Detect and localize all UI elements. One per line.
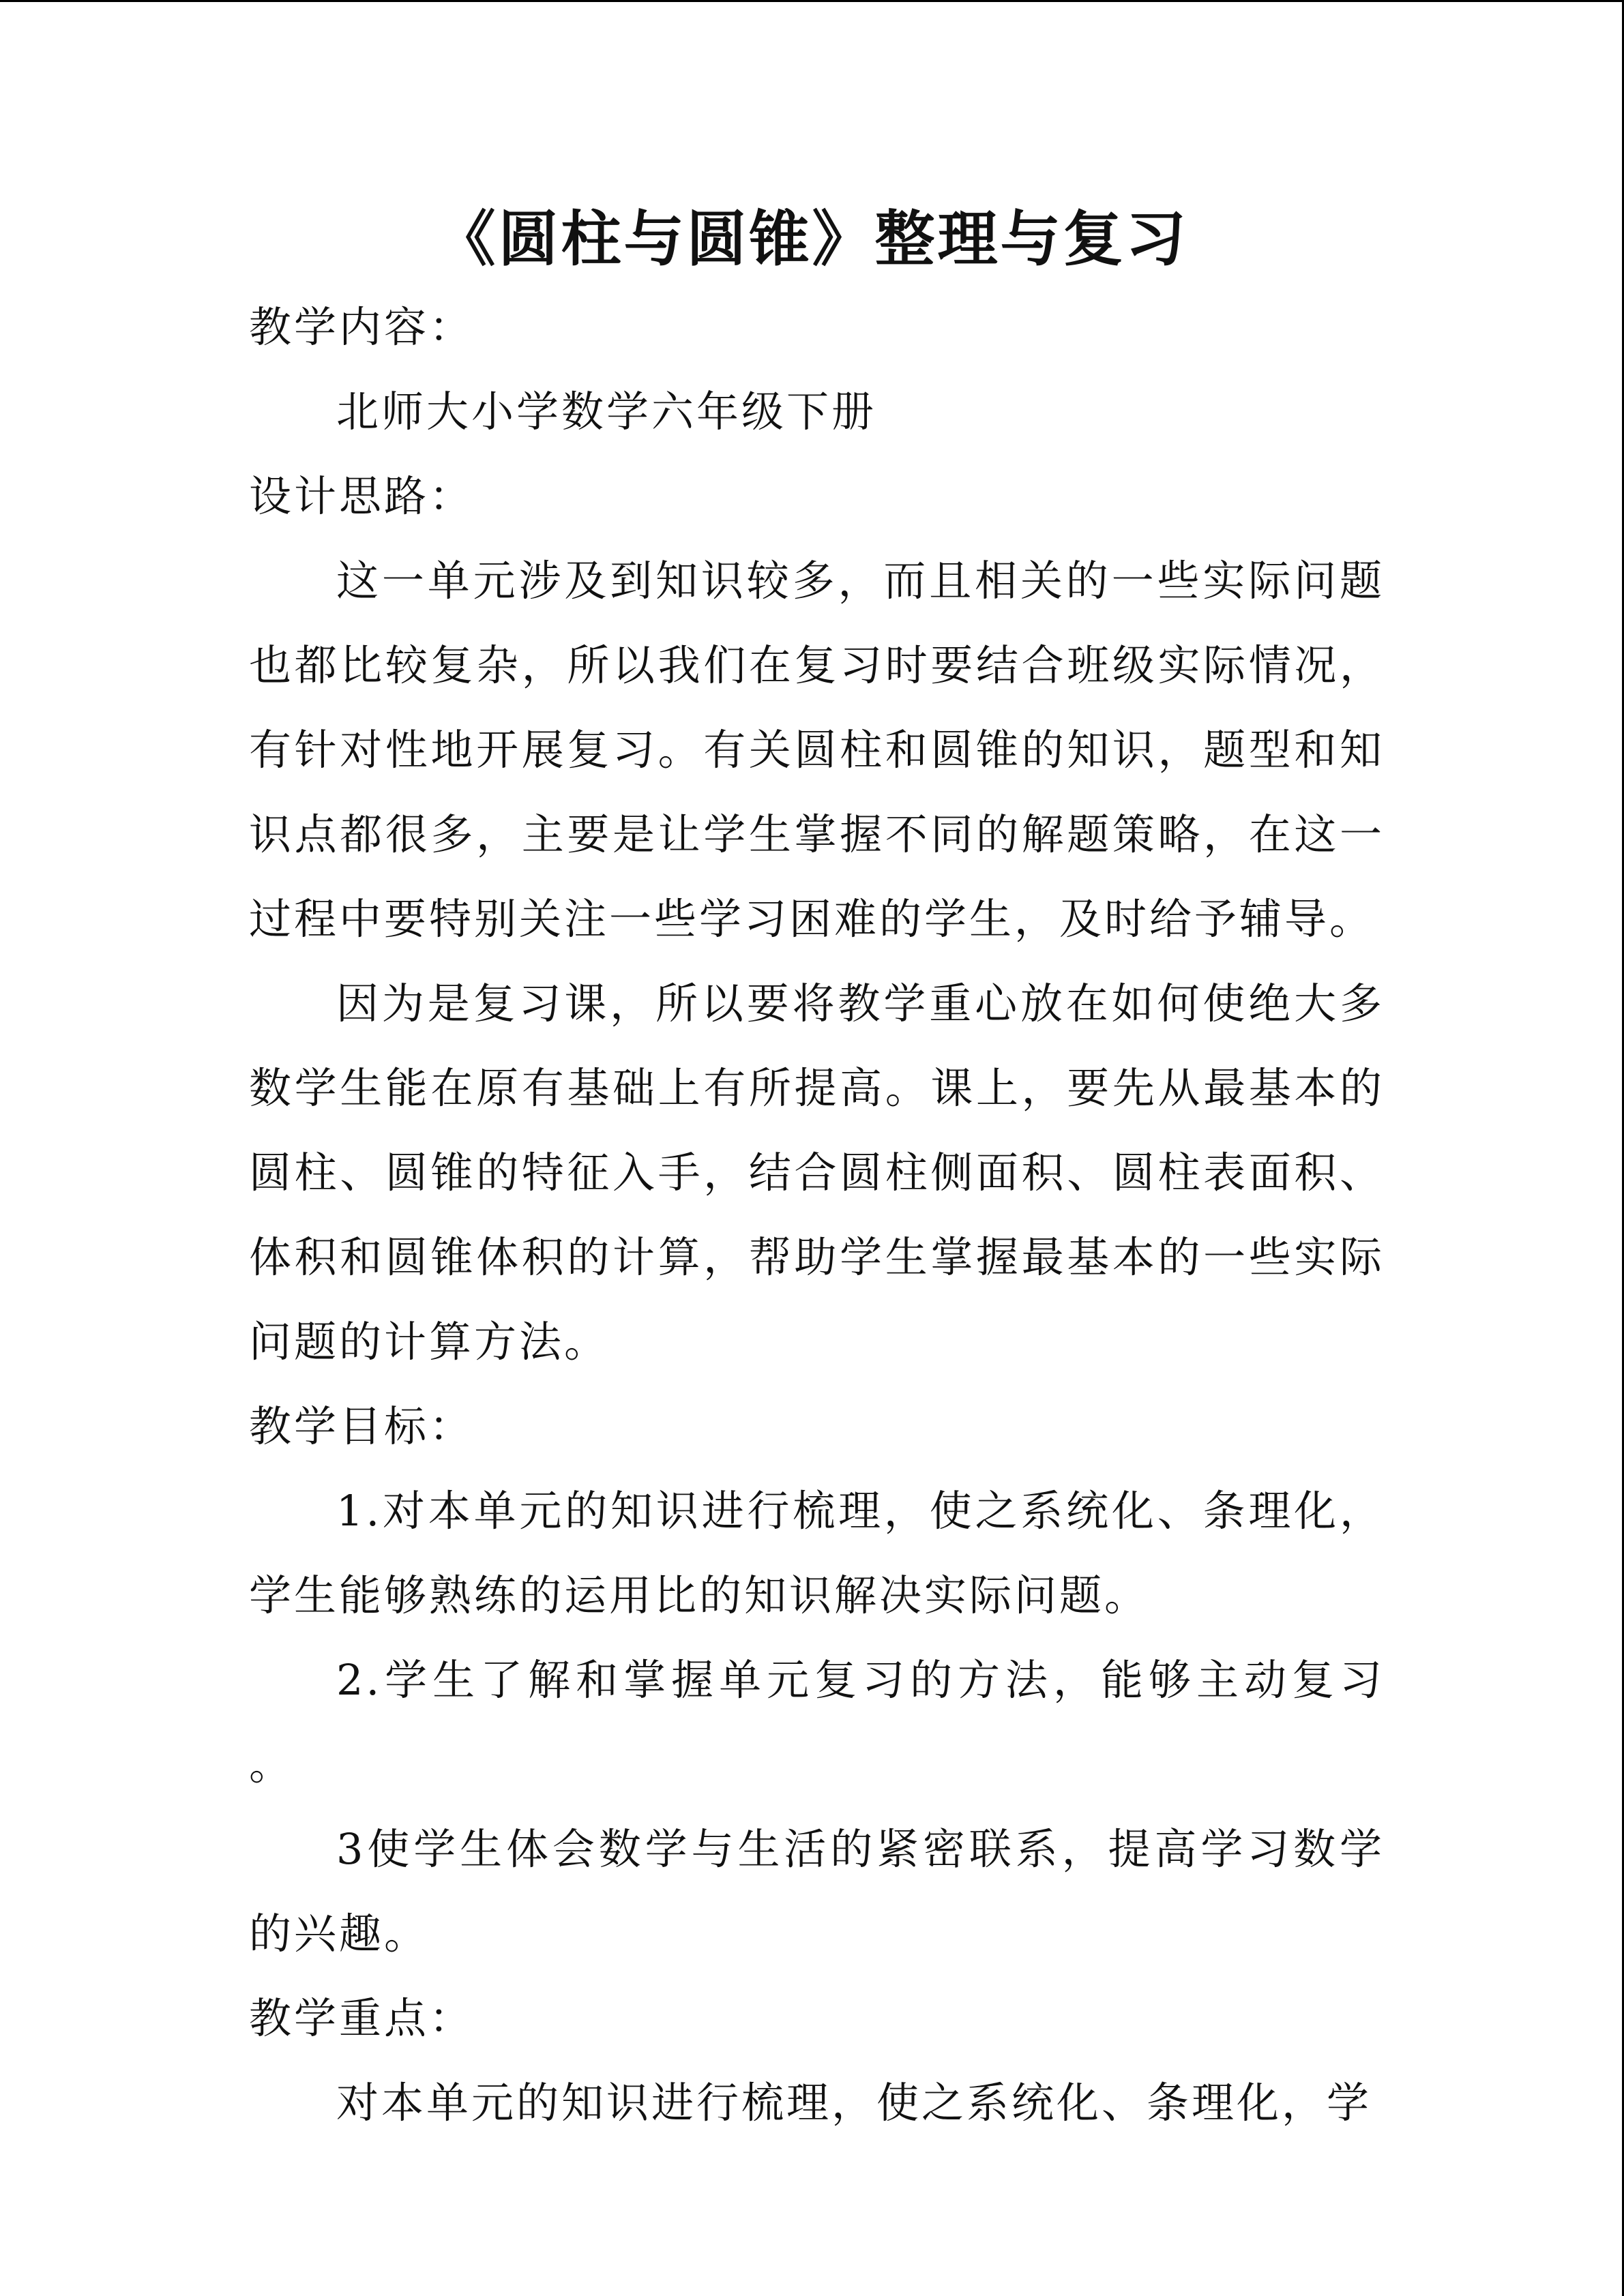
document-body	[249, 285, 1385, 2145]
paragraph-design-1: 这一单元涉及到知识较多，而且相关的一些实际问题也都比较复杂，所以我们在复习时要结合班级实际情况，有针对性地开展复习。有关圆柱和圆锥的知识，题型和知识点都很多，主要是让学生掌握不同的解题策略，在这一过程中要特别关注一些学习困难的学生，及时给予辅导。	[249, 556, 1385, 944]
section-heading-design: 设计思路：	[249, 471, 475, 521]
section-heading-goals: 教学目标：	[249, 1401, 475, 1451]
paragraph-design-2: 因为是复习课，所以要将教学重心放在如何使绝大多数学生能在原有基础上有所提高。课上，要先从最基本的圆柱、圆锥的特征入手，结合圆柱侧面积、圆柱表面积、体积和圆锥体积的计算，帮助学生掌握最基本的一些实际问题的计算方法。	[249, 979, 1385, 1367]
page-border-top	[0, 0, 1624, 2]
paragraph-focus-1: 对本单元的知识进行梳理，使之系统化、条理化，学	[336, 2078, 1372, 2128]
paragraph-goal-1: 1.对本单元的知识进行梳理，使之系统化、条理化，学生能够熟练的运用比的知识解决实际问题。	[249, 1486, 1385, 1620]
document-title: 《圆柱与圆锥》整理与复习	[435, 203, 1189, 274]
paragraph-goal-3: 3使学生体会数学与生活的紧密联系，提高学习数学的兴趣。	[249, 1824, 1385, 1958]
paragraph-textbook: 北师大小学数学六年级下册	[336, 387, 877, 436]
section-heading-focus: 教学重点：	[249, 1993, 475, 2043]
section-heading-content: 教学内容：	[249, 302, 475, 352]
paragraph-goal-2: 2.学生了解和掌握单元复习的方法，能够主动复习 。	[249, 1655, 1385, 1789]
